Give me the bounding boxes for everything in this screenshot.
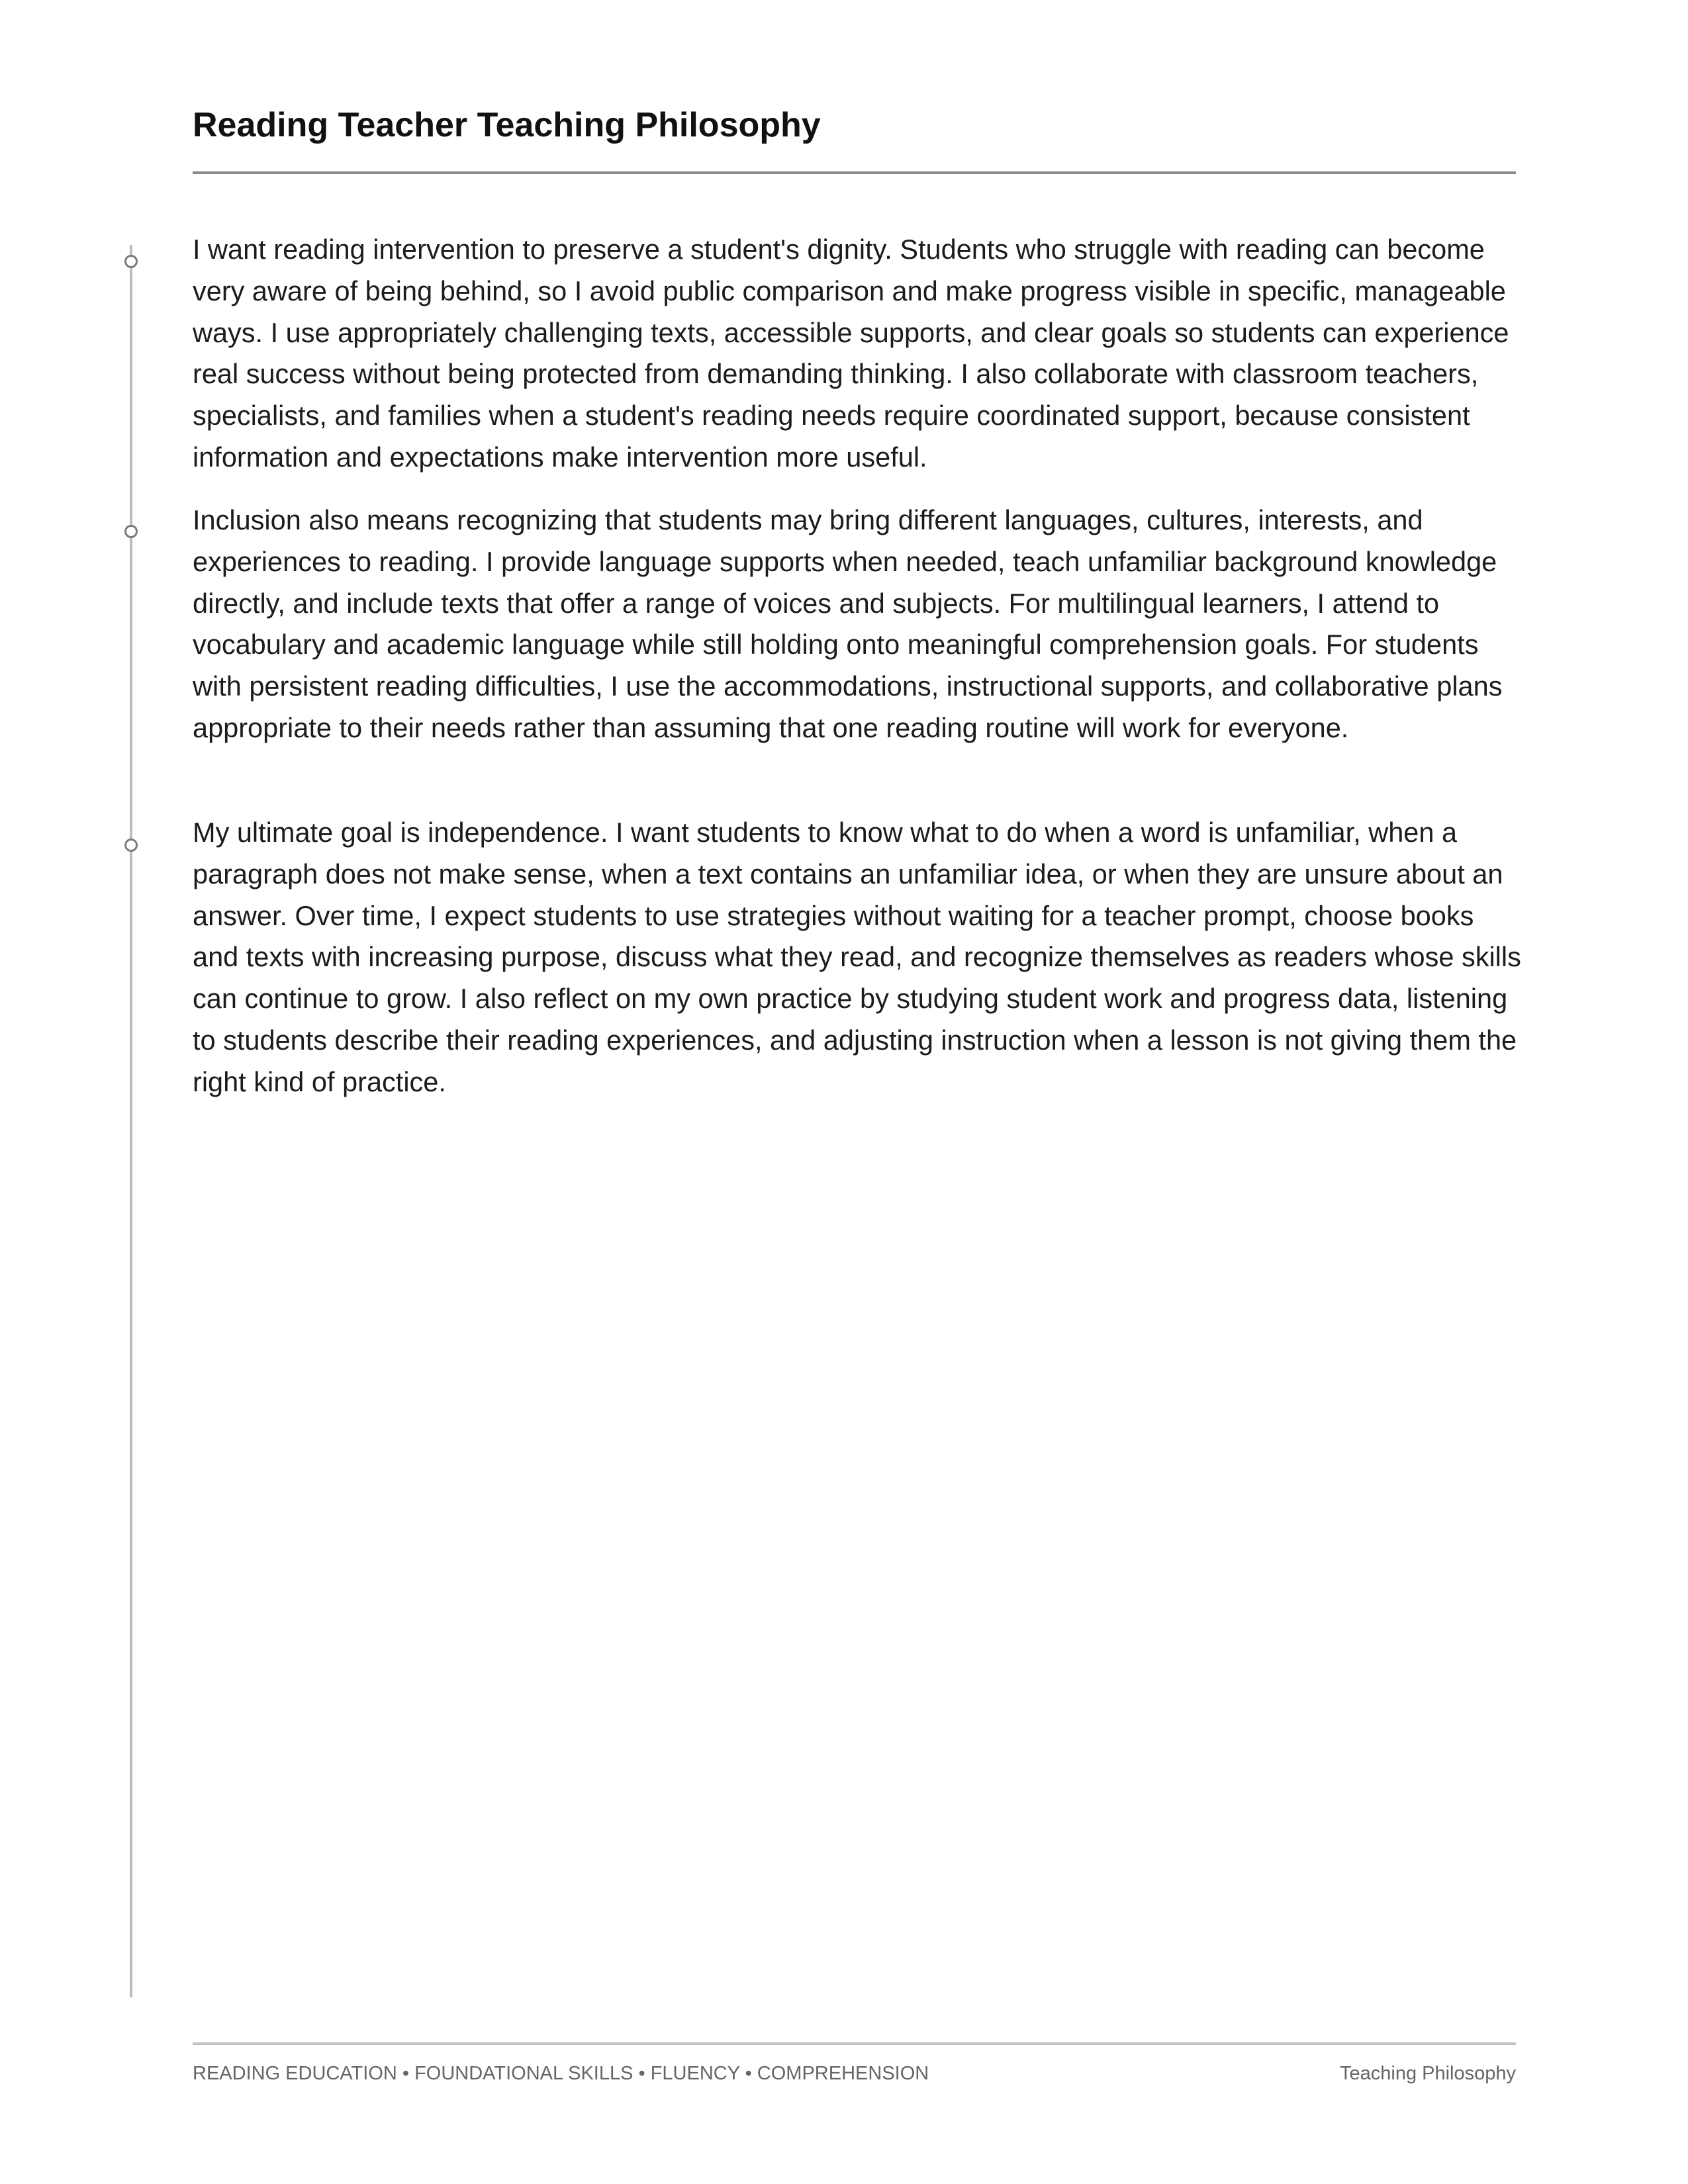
timeline-node-icon — [124, 525, 138, 538]
page-title: Reading Teacher Teaching Philosophy — [193, 106, 821, 144]
footer-keywords: READING EDUCATION • FOUNDATIONAL SKILLS • FLUENCY • COMPREHENSION — [193, 2063, 929, 2084]
timeline-line — [130, 245, 132, 1997]
paragraph-dignity: I want reading intervention to preserve a student's dignity. Students who struggle with reading can become very aware of being behind, so I avoid public comparison and make progress visible in specific, manageable ways. I use appropriately challenging texts, accessible supports, and clear goals so students can experience real success without being protected from demanding thinking. I also collaborate with classroom teachers, specialists, and families when a student's reading needs require coordinated support, because consistent information and expectations make intervention more useful. — [193, 234, 1509, 473]
footer-divider — [193, 2042, 1516, 2045]
timeline-node-icon — [124, 839, 138, 852]
title-divider — [193, 171, 1516, 174]
timeline-node-icon — [124, 255, 138, 268]
paragraph-inclusion: Inclusion also means recognizing that students may bring different languages, cultures, interests, and experiences to reading. I provide language supports when needed, teach unfamiliar background knowledge directly, and include texts that offer a range of voices and subjects. For multilingual learners, I attend to vocabulary and academic language while still holding onto meaningful comprehension goals. For students with persistent reading difficulties, I use the accommodations, instructional supports, and collaborative plans appropriate to their needs rather than assuming that one reading routine will work for everyone. — [193, 504, 1503, 743]
paragraph-independence: My ultimate goal is independence. I want students to know what to do when a word is unfamiliar, when a paragraph does not make sense, when a text contains an unfamiliar idea, or when they are unsure about an answer. Over time, I expect students to use strategies without waiting for a teacher prompt, choose books and texts with increasing purpose, discuss what they read, and recognize themselves as readers whose skills can continue to grow. I also reflect on my own practice by studying student work and progress data, listening to students describe their reading experiences, and adjusting instruction when a lesson is not giving them the right kind of practice. — [193, 817, 1521, 1097]
footer-section-label: Teaching Philosophy — [1339, 2063, 1516, 2084]
